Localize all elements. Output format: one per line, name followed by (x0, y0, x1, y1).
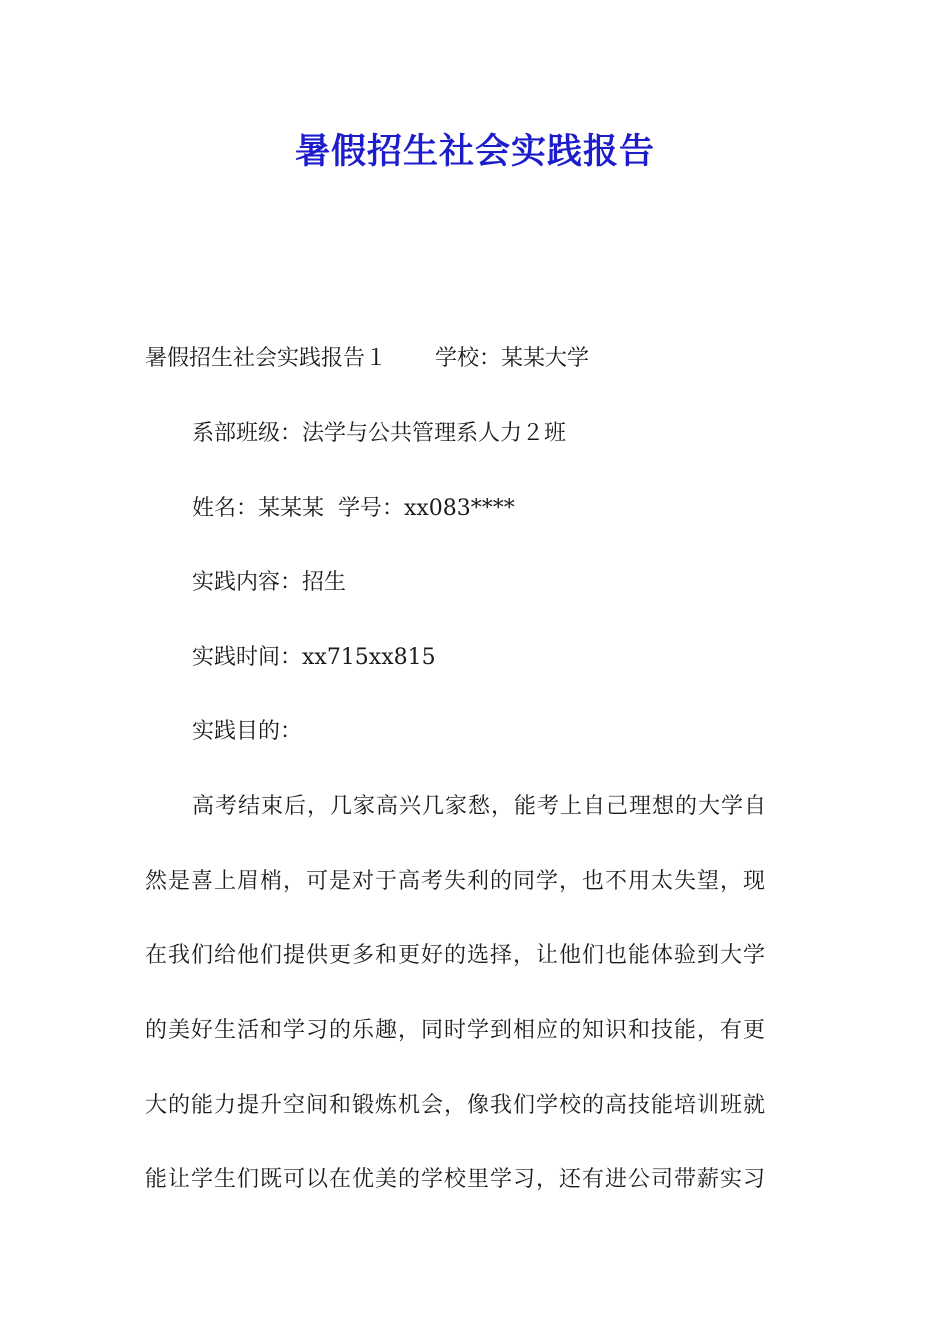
school-field: 学校：某某大学 (435, 346, 590, 371)
paragraph-line: 能让学生们既可以在优美的学校里学习，还有进公司带薪实习 (145, 1167, 767, 1192)
report-heading-line (145, 343, 810, 375)
paragraph-line: 高考结束后，几家高兴几家愁，能考上自己理想的大学自 (192, 794, 768, 819)
report-label: 暑假招生社会实践报告１ (145, 346, 388, 371)
paragraph-line: 在我们给他们提供更多和更好的选择，让他们也能体验到大学 (145, 943, 767, 968)
practice-time-field: 实践时间：xx715xx815 (192, 645, 436, 670)
document-title: 暑假招生社会实践报告 (294, 132, 655, 172)
practice-purpose-label: 实践目的： (192, 719, 303, 744)
department-field: 系部班级：法学与公共管理系人力２班 (192, 421, 567, 446)
practice-content-field: 实践内容：招生 (192, 570, 347, 595)
name-id-field: 姓名：某某某 学号：xx083**** (192, 496, 515, 521)
paragraph-line: 大的能力提升空间和锻炼机会，像我们学校的高技能培训班就 (145, 1093, 767, 1118)
paragraph-line: 的美好生活和学习的乐趣，同时学到相应的知识和技能，有更 (145, 1018, 767, 1043)
paragraph-line: 然是喜上眉梢，可是对于高考失利的同学，也不用太失望，现 (145, 869, 767, 894)
